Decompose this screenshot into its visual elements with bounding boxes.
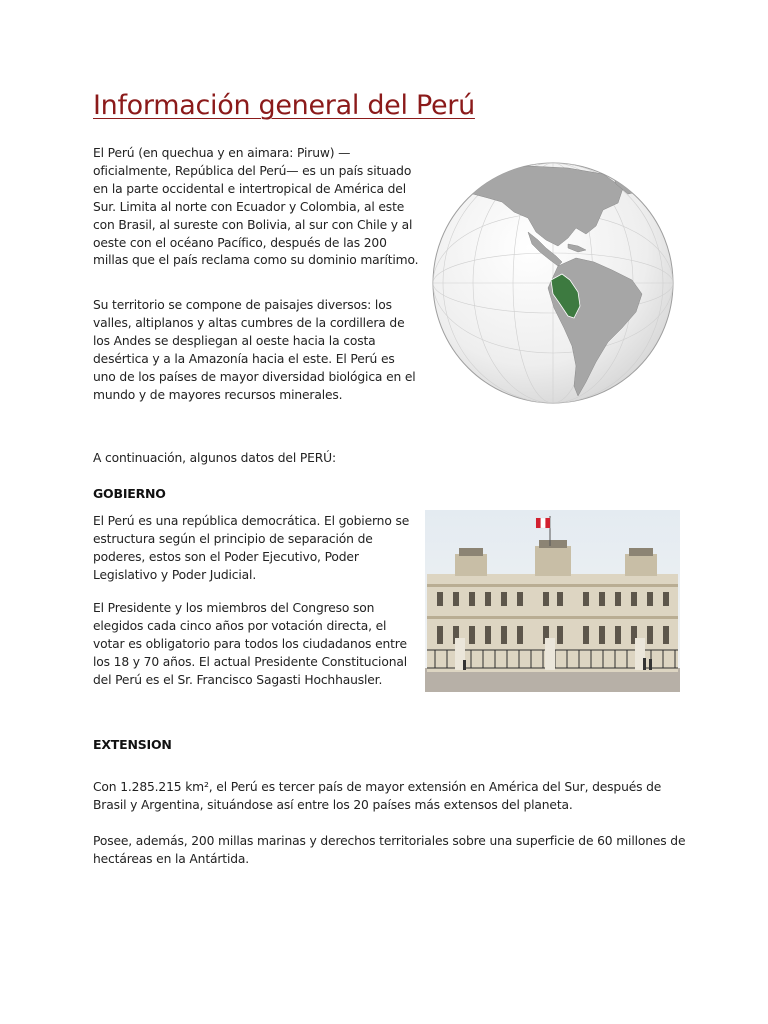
intro-paragraph-1: El Perú (en quechua y en aimara: Piruw) —oficialmente, República del Perú— es un país situado en la parte occidental e intertropical de América del Sur. Limita al norte con Ecuador y Colombia, al este con Brasil, al sureste con Bolivia, al sur con Chile y al oeste con el océano Pacífico, después de las 200 millas que el país reclama como su dominio marítimo. [93,146,419,268]
document-title: Información general del Perú [93,90,475,121]
intro-paragraph-2: Su territorio se compone de paisajes diversos: los valles, altiplanos y altas cumbres de la cordillera de los Andes se despliegan al oeste hacia la costa desértica y a la Amazonía hacia el este. El Perú es uno de los países de mayor diversidad biológica en el mundo y de mayores recursos minerales. [93,298,416,402]
transition-text: A continuación, algunos datos del PERÚ: [93,451,336,465]
extension-paragraph-2: Posee, además, 200 millas marinas y derechos territoriales sobre una superficie de 60 millones de hectáreas en la Antártida. [93,834,686,866]
gobierno-heading: GOBIERNO [93,486,166,501]
government-palace-photo [425,510,680,692]
gobierno-paragraph-1: El Perú es una república democrática. El gobierno se estructura según el principio de separación de poderes, estos son el Poder Ejecutivo, Poder Legislativo y Poder Judicial. [93,514,410,582]
extension-heading: EXTENSION [93,737,172,752]
extension-paragraph-1: Con 1.285.215 km², el Perú es tercer país de mayor extensión en América del Sur, después de Brasil y Argentina, situándose así entre los 20 países más extensos del planeta. [93,780,662,812]
globe-map-image [418,148,688,418]
gobierno-paragraph-2: El Presidente y los miembros del Congreso son elegidos cada cinco años por votación directa, el votar es obligatorio para todos los ciudadanos entre los 18 y 70 años. El actual Presidente Constitucional del Perú es el Sr. Francisco Sagasti Hochhausler. [93,601,407,687]
